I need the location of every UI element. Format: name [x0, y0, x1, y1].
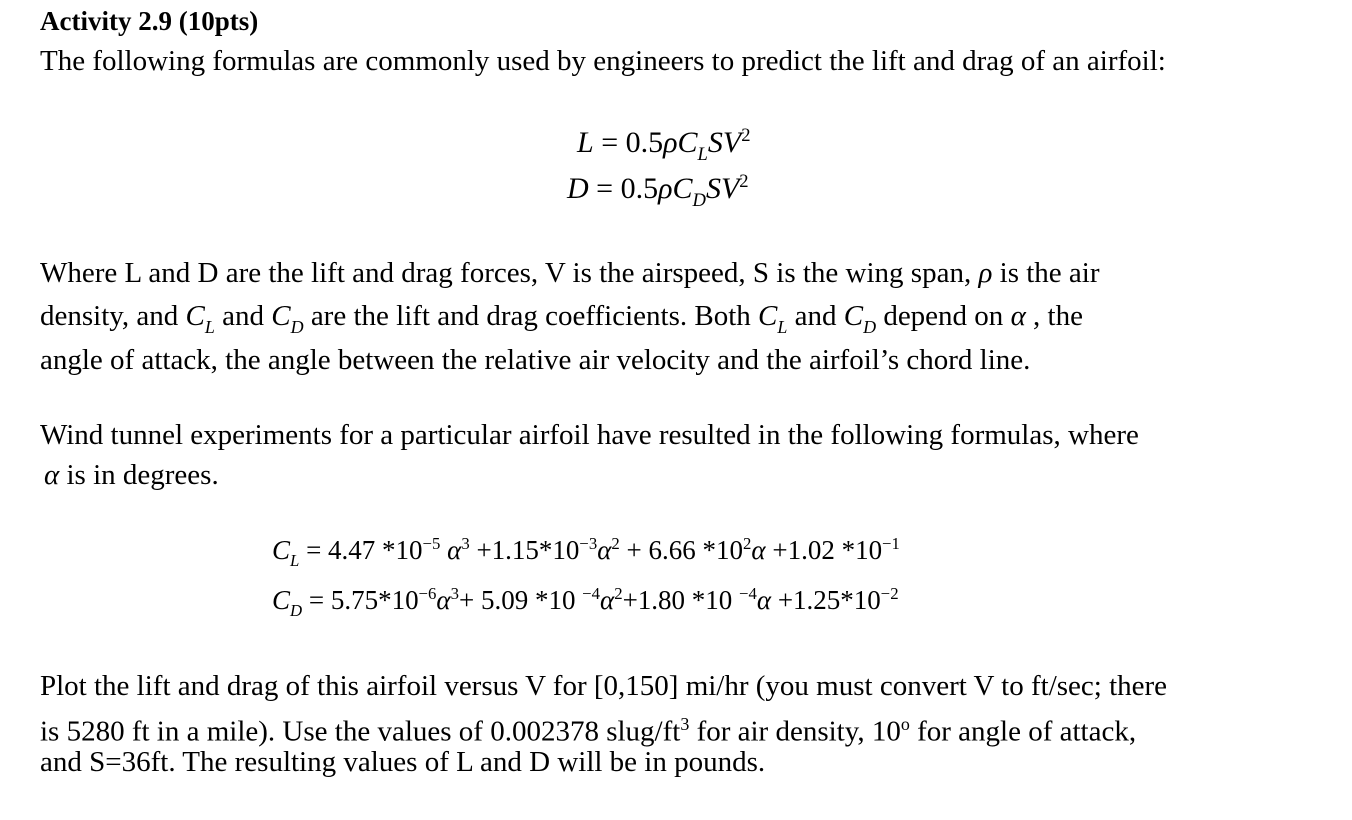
exponent: −4 — [739, 584, 757, 603]
term: +1.02 *10 — [765, 535, 883, 565]
cl-symbol: C — [677, 126, 698, 159]
intro-text: The following formulas are commonly used by engineers to predict the lift and drag of an airfoil: — [40, 45, 1166, 77]
para2-line1: Wind tunnel experiments for a particular airfoil have resulted in the following formulas, where — [40, 419, 1139, 451]
cd-subscript: D — [692, 189, 706, 211]
term: + 5.09 *10 — [458, 585, 583, 615]
alpha-symbol: α — [600, 585, 615, 615]
cl-subscript: L — [777, 316, 788, 337]
para1-line3: angle of attack, the angle between the relative air velocity and the airfoil’s chord line. — [40, 344, 1031, 376]
text: and — [214, 300, 272, 332]
text: and — [787, 300, 844, 332]
drag-symbol: D — [567, 172, 589, 205]
cl-subscript: L — [204, 316, 215, 337]
rho-symbol: ρ — [658, 172, 673, 205]
exponent: −5 — [422, 534, 441, 553]
text: Where L and D are the lift and drag forces, V is the airspeed, S is the wing span, — [40, 257, 979, 289]
text: depend on — [876, 300, 1011, 332]
lift-power: 2 — [741, 125, 751, 146]
cl-subscript: L — [290, 551, 300, 571]
text: for angle of attack, — [909, 715, 1137, 748]
cl-symbol: C — [185, 300, 205, 332]
text: , the — [1025, 300, 1083, 332]
drag-power: 2 — [739, 171, 749, 192]
alpha-symbol: α — [44, 459, 60, 491]
exponent: −6 — [418, 584, 437, 603]
exponent: −4 — [582, 584, 601, 603]
term: + 6.66 *10 — [619, 535, 744, 565]
cd-subscript: D — [290, 601, 303, 621]
activity-title: Activity 2.9 (10pts) — [40, 6, 259, 36]
cd-equation — [272, 584, 899, 620]
para1-line1 — [40, 254, 1100, 292]
cl-symbol: C — [758, 300, 778, 332]
drag-formula — [567, 162, 749, 220]
drag-const: = 0.5 — [588, 172, 659, 205]
lift-symbol: L — [577, 126, 594, 159]
power: 2 — [614, 584, 623, 603]
exponent: −3 — [579, 534, 598, 553]
cd-symbol: C — [271, 300, 291, 332]
text: for air density, 10 — [689, 715, 901, 748]
exponent: −1 — [882, 534, 900, 553]
power: 3 — [450, 584, 459, 603]
alpha-symbol: α — [1010, 300, 1026, 332]
sv-symbol: SV — [707, 126, 742, 159]
para3-line3: and S=36ft. The resulting values of L and D will be in pounds. — [40, 746, 766, 778]
para1-line2 — [40, 297, 1083, 345]
term: = 5.75*10 — [302, 585, 419, 615]
alpha-symbol: α — [756, 585, 772, 615]
para3-line1: Plot the lift and drag of this airfoil versus V for [0,150] mi/hr (you must convert V to ft/sec; there — [40, 670, 1168, 702]
cd-symbol: C — [843, 300, 864, 332]
text: is in degrees. — [59, 459, 219, 491]
exponent: 2 — [743, 534, 752, 553]
term: +1.15*10 — [469, 535, 580, 565]
cl-equation — [272, 534, 900, 570]
cd-symbol: C — [672, 172, 693, 205]
rho-symbol: ρ — [663, 126, 678, 159]
term: = 4.47 *10 — [299, 535, 423, 565]
cube-exponent: 3 — [680, 714, 690, 734]
text: is 5280 ft in a mile). Use the values of 0.002378 slug/ft — [40, 715, 681, 748]
power: 2 — [611, 534, 620, 553]
alpha-symbol: α — [597, 535, 612, 565]
cd-subscript: D — [863, 316, 877, 337]
cl-subscript: L — [697, 143, 708, 165]
term: +1.80 *10 — [622, 585, 740, 615]
alpha-symbol: α — [440, 535, 462, 565]
cl-symbol: C — [272, 535, 291, 565]
cd-symbol: C — [272, 585, 291, 615]
text: density, and — [40, 300, 186, 332]
term: +1.25*10 — [771, 585, 881, 615]
degree-symbol: o — [900, 714, 910, 734]
para2-line2 — [40, 456, 219, 494]
rho-symbol: ρ — [978, 257, 993, 289]
alpha-symbol: α — [751, 535, 766, 565]
exponent: −2 — [880, 584, 899, 603]
cd-subscript: D — [290, 316, 304, 337]
power: 3 — [461, 534, 470, 553]
sv-symbol: SV — [705, 172, 740, 205]
text: is the air — [992, 257, 1100, 289]
text: are the lift and drag coefficients. Both — [303, 300, 759, 332]
lift-const: = 0.5 — [593, 126, 664, 159]
alpha-symbol: α — [436, 585, 451, 615]
